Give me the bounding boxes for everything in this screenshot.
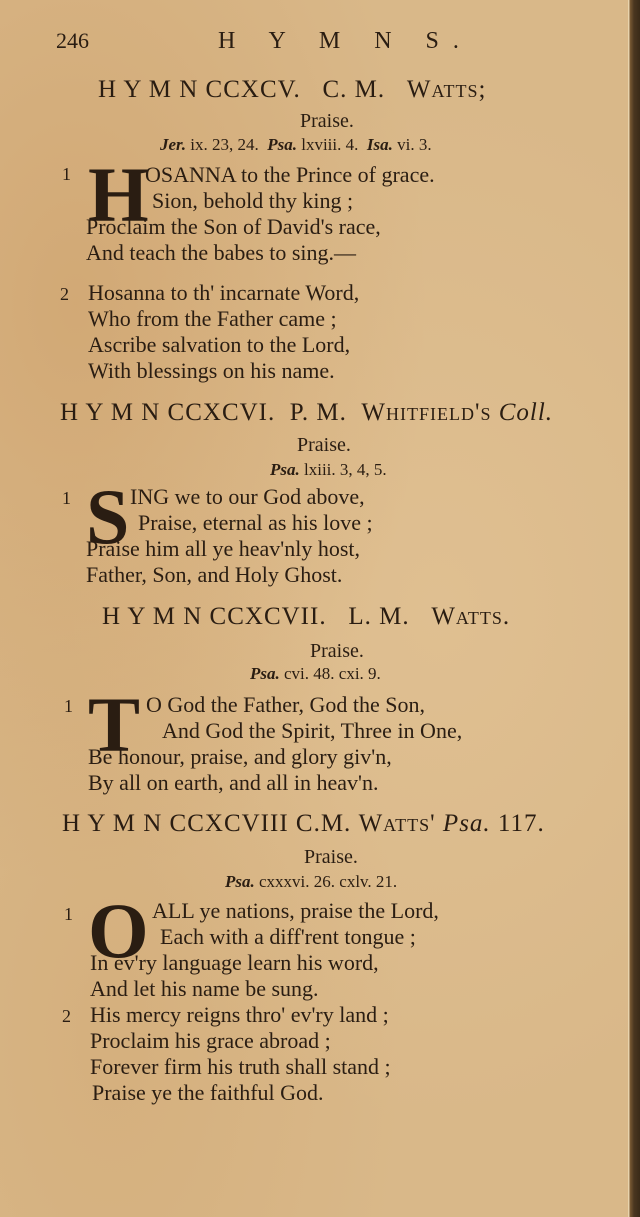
ref-loc: ix. 23, 24. [190, 135, 259, 154]
verse-number: 1 [64, 696, 73, 716]
verse-line: Praise, eternal as his love ; [138, 510, 373, 535]
verse-line: With blessings on his name. [88, 358, 335, 383]
verse-number: 1 [62, 488, 71, 508]
hymn-295-reference [160, 135, 432, 155]
hymn-meter: L. M. [348, 603, 410, 630]
hymn-author-suffix: Coll. [498, 399, 554, 426]
verse-number: 2 [60, 284, 69, 304]
hymn-297-title [102, 603, 510, 631]
ref-loc: lxviii. 4. [301, 135, 359, 154]
page-number: 246 [56, 28, 89, 53]
verse-number: 1 [64, 904, 73, 924]
verse-line: Each with a diff'rent tongue ; [160, 924, 416, 949]
drop-cap: T [88, 681, 141, 768]
ref-loc: cvi. 48. cxi. 9. [284, 664, 381, 683]
verse-line: And God the Spirit, Three in One, [162, 718, 463, 743]
verse-number: 1 [62, 164, 71, 184]
verse-line: Proclaim the Son of David's race, [86, 214, 381, 239]
hymn-author: Whitfield's [361, 399, 492, 426]
hymn-295-subject: Praise. [300, 110, 354, 132]
verse-number: 2 [62, 1006, 71, 1026]
hymn-298-subject: Praise. [304, 846, 358, 868]
running-title: H Y M N S. [218, 28, 473, 54]
drop-cap: O [88, 887, 149, 974]
verse-line: Proclaim his grace abroad ; [90, 1028, 331, 1053]
drop-cap: H [88, 151, 149, 238]
verse-line: Ascribe salvation to the Lord, [88, 332, 351, 357]
hymn-296-reference [270, 460, 387, 480]
hymn-meter: C.M. [295, 810, 352, 837]
hymn-author: Watts. [431, 603, 511, 630]
hymn-meter: P. M. [289, 399, 347, 426]
verse-line: Hosanna to th' incarnate Word, [88, 280, 360, 305]
verse-line: By all on earth, and all in heav'n. [88, 770, 379, 795]
verse-line: Praise ye the faithful God. [92, 1080, 324, 1105]
hymn-number: H Y M N CCXCV. [98, 76, 301, 103]
verse-line: ALL ye nations, praise the Lord, [152, 898, 439, 923]
book-page-edge [628, 0, 640, 1217]
ref-book: Psa. [250, 664, 280, 683]
verse-line: Praise him all ye heav'nly host, [86, 536, 361, 561]
hymn-298-title [62, 810, 545, 838]
hymn-number: H Y M N CCXCVIII [62, 810, 289, 837]
drop-cap: S [86, 473, 130, 560]
verse-line: Forever firm his truth shall stand ; [90, 1054, 391, 1079]
hymn-297-subject: Praise. [310, 640, 364, 662]
hymn-295-title [98, 76, 486, 104]
hymn-296-title [60, 399, 553, 427]
verse-line: And let his name be sung. [90, 976, 319, 1001]
hymn-296-subject: Praise. [297, 434, 351, 456]
ref-book: Psa. [267, 135, 297, 154]
ref-book: Isa. [366, 135, 393, 154]
hymn-297-reference [250, 664, 381, 684]
hymn-author-suffix: Psa. [442, 810, 491, 837]
hymn-meter: C. M. [322, 76, 386, 103]
ref-book: Jer. [160, 135, 186, 154]
hymn-author: Watts; [406, 76, 487, 103]
verse-line: Sion, behold thy king ; [152, 188, 354, 213]
ref-loc: lxiii. 3, 4, 5. [304, 460, 387, 479]
hymn-number: H Y M N CCXCVII. [102, 603, 327, 630]
ref-loc: vi. 3. [397, 135, 432, 154]
hymn-number: H Y M N CCXCVI. [60, 399, 276, 426]
verse-line: Who from the Father came ; [88, 306, 337, 331]
verse-line: Be honour, praise, and glory giv'n, [88, 744, 392, 769]
verse-line: And teach the babes to sing.— [86, 240, 357, 265]
ref-book: Psa. [225, 872, 255, 891]
hymn-298-reference [225, 872, 397, 892]
verse-line: ING we to our God above, [130, 484, 365, 509]
verse-line: In ev'ry language learn his word, [90, 950, 379, 975]
verse-line: His mercy reigns thro' ev'ry land ; [90, 1002, 389, 1027]
hymn-author: Watts' [358, 810, 436, 837]
verse-line: OSANNA to the Prince of grace. [145, 162, 435, 187]
hymn-psalm-number: 117. [497, 810, 545, 837]
verse-line: Father, Son, and Holy Ghost. [86, 562, 343, 587]
ref-book: Psa. [270, 460, 300, 479]
ref-loc: cxxxvi. 26. cxlv. 21. [259, 872, 398, 891]
verse-line: O God the Father, God the Son, [146, 692, 425, 717]
